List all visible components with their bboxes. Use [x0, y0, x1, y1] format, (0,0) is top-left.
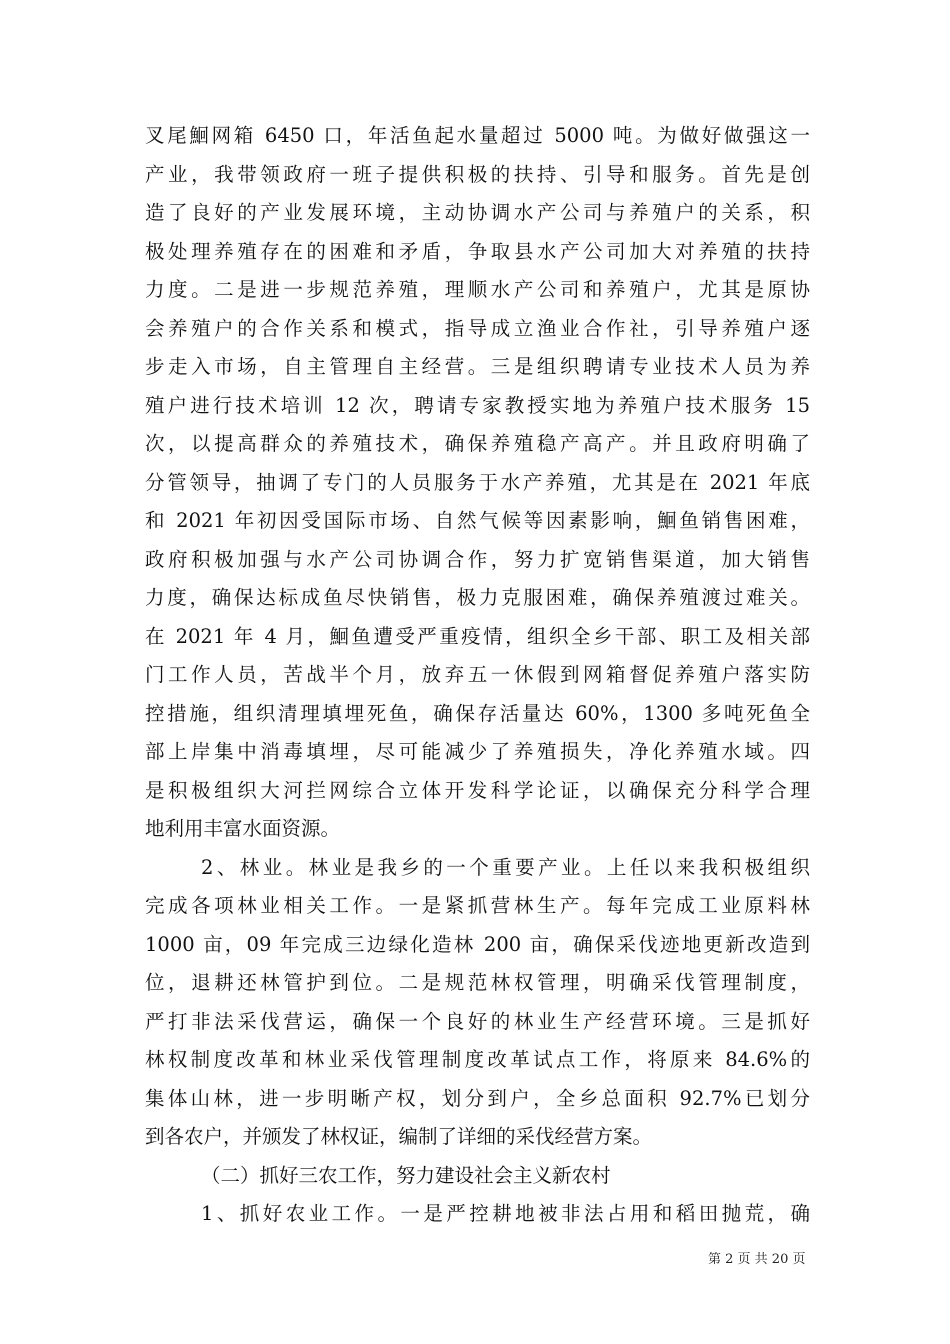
paragraph-end-line: 地利用丰富水面资源。 — [145, 817, 341, 840]
text-line: 叉尾鮰网箱 6450 口，年活鱼起水量超过 5000 吨。为做好做强这一 — [145, 124, 810, 147]
section-agriculture-heading-line: 1、抓好农业工作。一是严控耕地被非法占用和稻田抛荒，确 — [201, 1202, 810, 1225]
text-line: 位，退耕还林管护到位。二是规范林权管理，明确采伐管理制度， — [145, 971, 810, 994]
text-line: 政府积极加强与水产公司协调合作，努力扩宽销售渠道，加大销售 — [145, 547, 810, 571]
section-forestry-heading-line: 2、林业。林业是我乡的一个重要产业。上任以来我积极组织 — [201, 855, 810, 879]
page-number-footer: 第 2 页 共 20 页 — [708, 1252, 806, 1267]
text-line: 会养殖户的合作关系和模式，指导成立渔业合作社，引导养殖户逐 — [145, 316, 810, 340]
document-body — [145, 117, 810, 1234]
text-line: 完成各项林业相关工作。一是紧抓营林生产。每年完成工业原料林 — [145, 894, 810, 917]
text-line: 在 2021 年 4 月，鮰鱼遭受严重疫情，组织全乡干部、职工及相关部 — [145, 624, 810, 648]
paragraph-end-line: 到各农户，并颁发了林权证，编制了详细的采伐经营方案。 — [145, 1125, 653, 1148]
text-line: 门工作人员，苦战半个月，放弃五一休假到网箱督促养殖户落实防 — [145, 663, 810, 686]
text-line: 1000 亩，09 年完成三边绿化造林 200 亩，确保采伐迹地更新改造到 — [145, 932, 810, 956]
text-line: 林权制度改革和林业采伐管理制度改革试点工作，将原来 84.6%的 — [145, 1048, 810, 1071]
text-line: 和 2021 年初因受国际市场、自然气候等因素影响，鮰鱼销售困难， — [145, 509, 810, 532]
text-line: 殖户进行技术培训 12 次，聘请专家教授实地为养殖户技术服务 15 — [145, 393, 810, 417]
text-line: 极处理养殖存在的困难和矛盾，争取县水产公司加大对养殖的扶持 — [145, 239, 810, 263]
text-line: 步走入市场，自主管理自主经营。三是组织聘请专业技术人员为养 — [145, 355, 810, 378]
text-line: 集体山林，进一步明晰产权，划分到户，全乡总面积 92.7%已划分 — [145, 1086, 810, 1110]
text-line: 力度，确保达标成鱼尽快销售，极力克服困难，确保养殖渡过难关。 — [145, 586, 810, 609]
section-heading-2: （二）抓好三农工作，努力建设社会主义新农村 — [201, 1163, 611, 1187]
text-line: 是积极组织大河拦网综合立体开发科学论证，以确保充分科学合理 — [145, 778, 810, 802]
text-line: 造了良好的产业发展环境，主动协调水产公司与养殖户的关系，积 — [145, 201, 810, 224]
text-line: 严打非法采伐营运，确保一个良好的林业生产经营环境。三是抓好 — [145, 1009, 810, 1033]
text-line: 次，以提高群众的养殖技术，确保养殖稳产高产。并且政府明确了 — [145, 432, 810, 455]
text-line: 产业，我带领政府一班子提供积极的扶持、引导和服务。首先是创 — [145, 162, 810, 186]
text-line: 力度。二是进一步规范养殖，理顺水产公司和养殖户，尤其是原协 — [145, 278, 810, 301]
text-line: 部上岸集中消毒填埋，尽可能减少了养殖损失，净化养殖水域。四 — [145, 740, 810, 763]
text-line: 分管领导，抽调了专门的人员服务于水产养殖，尤其是在 2021 年底 — [145, 470, 810, 494]
text-line: 控措施，组织清理填埋死鱼，确保存活量达 60%，1300 多吨死鱼全 — [145, 701, 810, 725]
